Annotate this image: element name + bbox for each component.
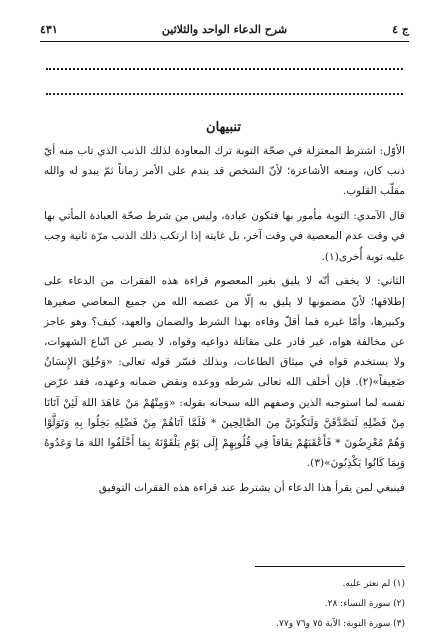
paragraph: الثاني: لا يخفى أنّه لا يليق بغير المعصوم قراءة هذه الفقرات من الدعاء على إطلاقها؛ لأنّ مضمونها لا يليق به إلّا من عصمه الله من جميع المعاصي صغيرها وكبيرها، وأمّا غيره فما أقلّ وفاءه بهذا الشرط والضمان والعهد، كيف؟ وهو عاجز عن مخالفة هواه، غير قادر على مقاتلة دواعيه وقواه، لا يصبر عن اتّباع الشهوات، ولا يستخدم قواه في ميثاق الطاعات، وبذلك فسّر قوله تعالى: «وَخُلِقَ الإِنسَانُ ضَعِيفاً»(٢). فإن أخلف الله تعالى شرطه ووعده ونقض ضمانه وعهده، فقد عرّض نفسه لما استوجبه الذين وصفهم الله سبحانه بقوله: «وَمِنْهُمْ مَنْ عَاهَدَ اللهَ لَئِنْ آتَانَا مِنْ فَضْلِهِ لَنَصَّدَّقَنَّ وَلَنَكُونَنَّ مِنَ الصَّالِحِينَ * فَلَمَّا آتَاهُمْ مِنْ فَضْلِهِ بَخِلُوا بِهِ وَتَوَلَّوْا وَهُمْ مُعْرِضُونَ * فَأَعْقَبَهُمْ نِفَاقاً فِي قُلُوبِهِمْ إِلَى يَوْمِ يَلْقَوْنَهُ بِمَا أَخْلَفُوا اللهَ مَا وَعَدُوهُ وَبِمَا كَانُوا يَكْذِبُونَ»(٣).: [44, 275, 405, 470]
running-title: شرح الدعاء الواحد والثلاثين: [161, 23, 288, 36]
header-rule: [40, 41, 409, 42]
running-header: [40, 22, 409, 38]
footnote: (٢) سورة النساء: ٢٨.: [324, 599, 405, 609]
main-text: [44, 141, 405, 498]
footnotes: [180, 574, 405, 634]
paragraph: قال الآمدي: التوبة مأمور بها فتكون عبادة، وليس من شرط صحّة العبادة المأتي بها في وقت عدم المعصية في وقت آخر، بل غايته إذا ارتكب ذلك الذنب مرّة ثانية وجب عليه توبة أُخرى(١).: [44, 210, 405, 263]
volume-label: ج ٤: [392, 23, 409, 36]
footnote: (٣) سورة التوبة: الآية ٧٥ و٧٦ و٧٧.: [276, 619, 405, 629]
section-heading: تنبيهان: [206, 120, 241, 135]
page-number: ٤٣١: [40, 23, 58, 36]
footnote: (١) لم نعثر عليه.: [342, 579, 405, 589]
footnote-rule: [255, 566, 405, 567]
dotted-separator: [46, 68, 403, 70]
paragraph: فينبغي لمن يقرأ هذا الدعاء أن يشترط عند قراءة هذه الفقرات التوفيق: [98, 482, 405, 495]
dotted-separator: [46, 93, 403, 95]
paragraph: الأوّل: اشترط المعتزلة في صحّة التوبة ترك المعاودة لذلك الذنب الذي تاب منه أيّ ذنب كان، ومنعه الأشاعرة؛ لأنّ الشخص قد يندم على الأمر زماناً ثمّ يبدو له والله مقلّب القلوب.: [44, 145, 405, 198]
